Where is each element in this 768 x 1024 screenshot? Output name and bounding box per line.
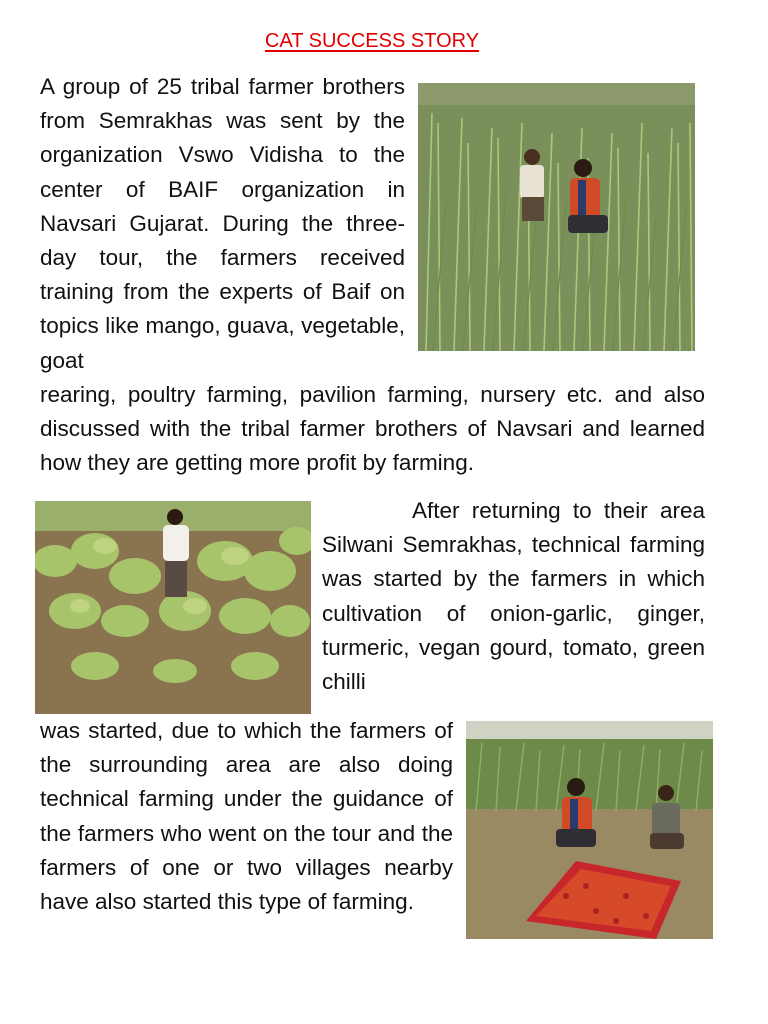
page-title: CAT SUCCESS STORY [264, 30, 480, 52]
paragraph-1-full-width: rearing, poultry farming, pavilion farming, nursery etc. and also discussed with the tribal farmer brothers of Navsari and learned how they are getting more profit by farming. [40, 382, 705, 476]
photo-vegetable-plants [35, 501, 311, 714]
paragraph-3: was started, due to which the farmers of the surrounding area are also doing technical farming under the guidance of the farmers who went on the tour and the farmers of one or two villages nearby have also started this type of farming. [40, 718, 453, 915]
paragraph-1-beside-photo: A group of 25 tribal farmer brothers from Semrakhas was sent by the organization Vswo Vidisha to the center of BAIF organization in Navsari Gujarat. During the three-day tour, the farmers received training from the experts of Baif on topics like mango, guava, vegetable, goat [40, 74, 405, 373]
paragraph-2: After returning to their area Silwani Semrakhas, technical farming was started by the farmers in which cultivation of onion-garlic, ginger, turmeric, vegan gourd, tomato, green chilli [322, 498, 705, 695]
photo-onion-field [418, 83, 695, 351]
photo-chilli-drying [466, 721, 713, 939]
